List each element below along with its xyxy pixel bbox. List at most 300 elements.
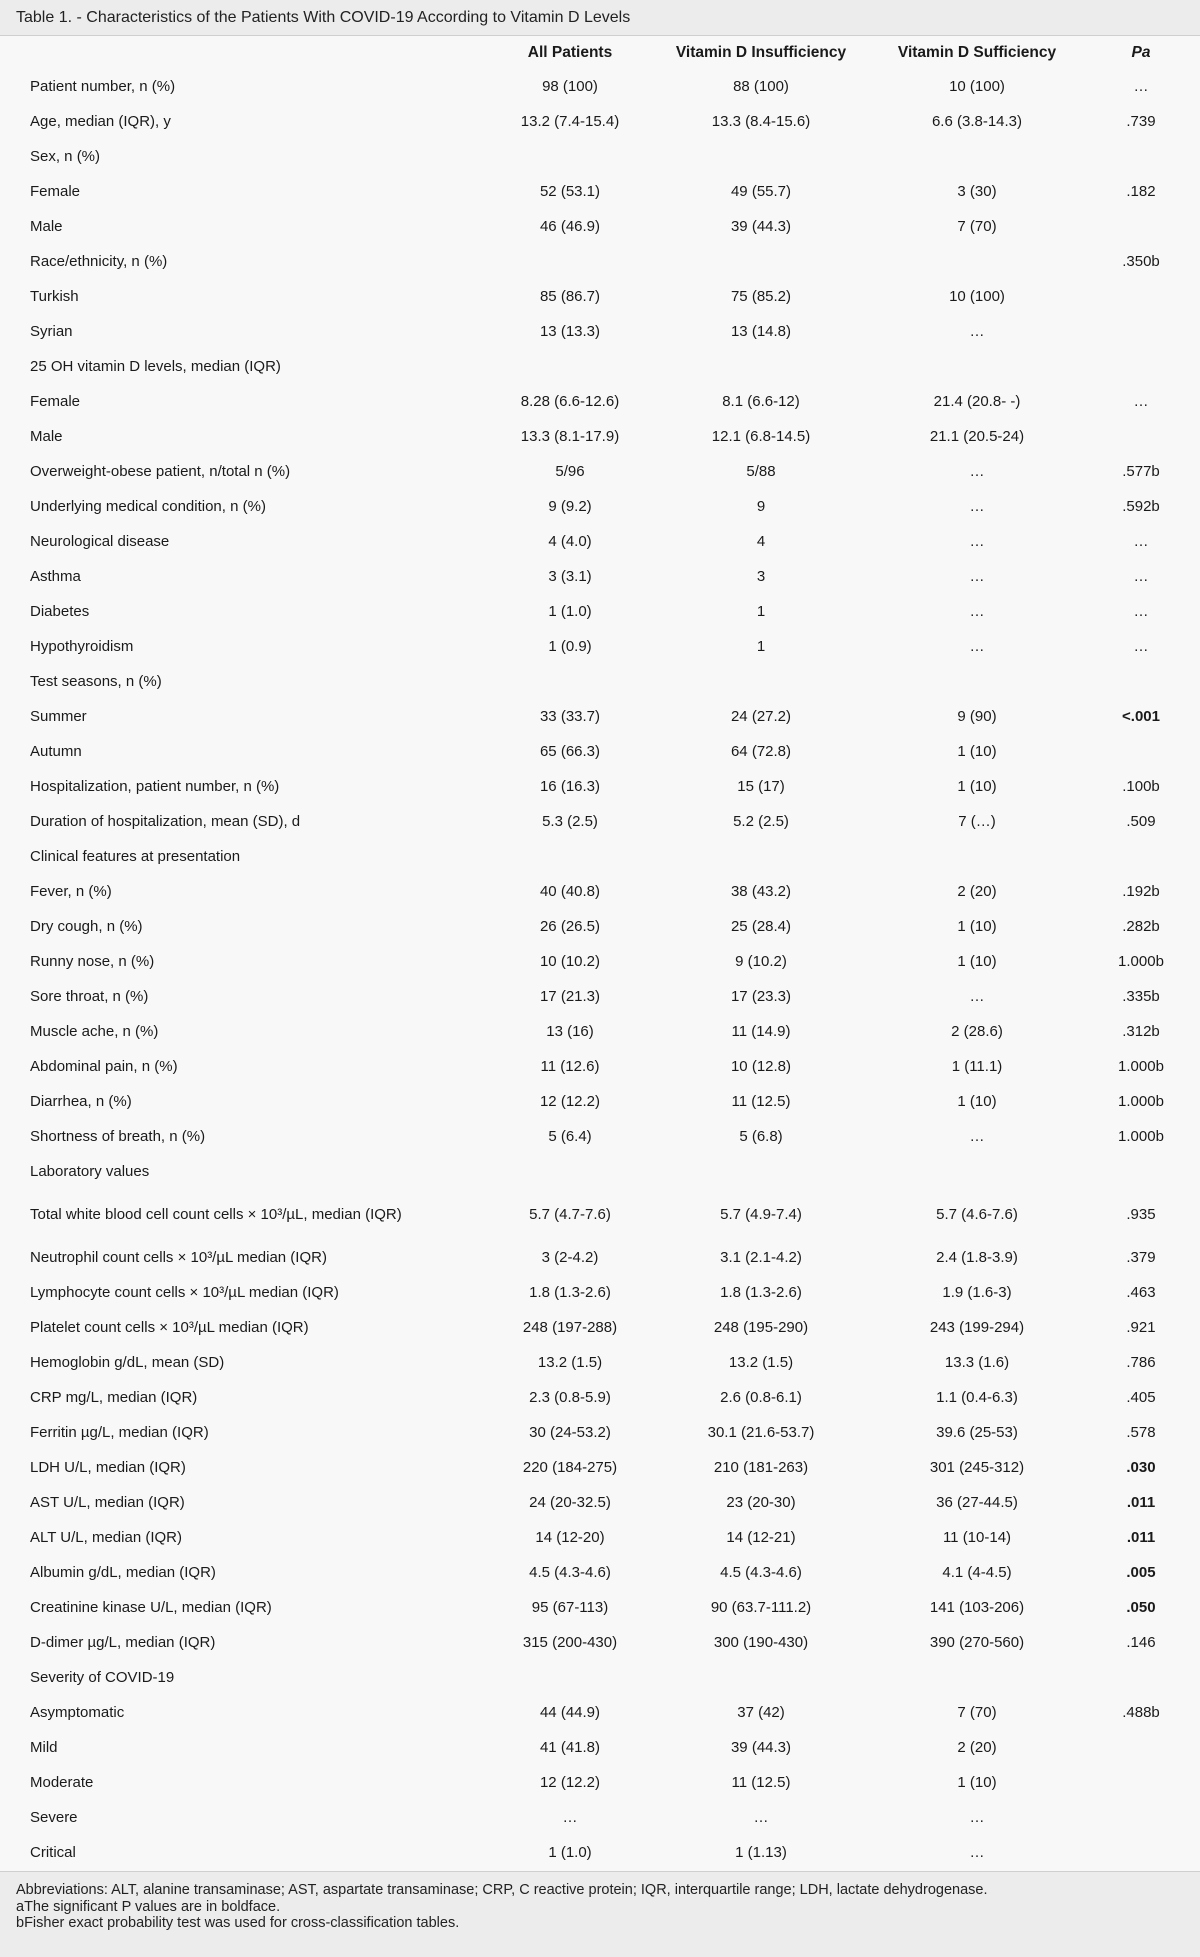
cell-vitamin-d-insufficiency: 30.1 (21.6-53.7) — [707, 1424, 815, 1441]
cell-p-value: .282b — [1122, 918, 1160, 935]
cell-all-patients: 5/96 — [555, 463, 585, 480]
cell-all-patients: 33 (33.7) — [539, 708, 601, 725]
cell-p-value — [1082, 734, 1200, 769]
cell-vitamin-d-insufficiency — [650, 349, 872, 384]
row-label: Age, median (IQR), y — [30, 113, 171, 130]
table-row — [0, 244, 1200, 279]
cell-vitamin-d-insufficiency: … — [753, 1809, 769, 1826]
cell-p-value — [1082, 209, 1200, 244]
cell-vitamin-d-insufficiency — [650, 1660, 872, 1695]
cell-p-value: .335b — [1122, 988, 1160, 1005]
cell-p-value: … — [1133, 533, 1149, 550]
row-label: Platelet count cells × 10³/µL median (IQR) — [30, 1319, 309, 1336]
cell-vitamin-d-insufficiency: 24 (27.2) — [730, 708, 792, 725]
cell-p-value — [1082, 1154, 1200, 1189]
characteristics-table — [0, 36, 1200, 1870]
table-row — [0, 349, 1200, 384]
row-label: Hemoglobin g/dL, mean (SD) — [30, 1354, 225, 1371]
table-row — [0, 104, 1200, 139]
row-label: Severity of COVID-19 — [30, 1669, 175, 1686]
cell-p-value — [1082, 839, 1200, 874]
row-label: Female — [30, 183, 81, 200]
cell-all-patients — [490, 664, 650, 699]
table-row — [0, 1520, 1200, 1555]
table-header-row — [0, 36, 1200, 69]
cell-vitamin-d-insufficiency — [650, 244, 872, 279]
footnote-abbreviations: Abbreviations: ALT, alanine transaminase; AST, aspartate transaminase; CRP, C reactive protein; IQR, interquartile range; LDH, lactate dehydrogenase. — [16, 1882, 988, 1898]
cell-vitamin-d-sufficiency: 1.9 (1.6-3) — [942, 1284, 1012, 1301]
cell-p-value: … — [1133, 603, 1149, 620]
cell-p-value: .739 — [1126, 113, 1156, 130]
cell-vitamin-d-sufficiency: 21.4 (20.8- -) — [933, 393, 1021, 410]
cell-vitamin-d-sufficiency: 10 (100) — [949, 288, 1005, 305]
table-row — [0, 1084, 1200, 1119]
cell-p-value — [1082, 139, 1200, 174]
cell-all-patients: 52 (53.1) — [539, 183, 601, 200]
row-label: Neutrophil count cells × 10³/µL median (IQR) — [30, 1249, 327, 1266]
cell-all-patients: 26 (26.5) — [539, 918, 601, 935]
cell-all-patients — [490, 1154, 650, 1189]
cell-vitamin-d-insufficiency: 5 (6.8) — [739, 1128, 783, 1145]
cell-vitamin-d-sufficiency: … — [969, 988, 985, 1005]
table-row — [0, 1765, 1200, 1800]
table-row — [0, 1049, 1200, 1084]
cell-all-patients: 3 (3.1) — [548, 568, 592, 585]
cell-vitamin-d-insufficiency: 2.6 (0.8-6.1) — [720, 1389, 802, 1406]
row-label: Duration of hospitalization, mean (SD), d — [30, 813, 301, 830]
cell-p-value — [1082, 1730, 1200, 1765]
cell-vitamin-d-sufficiency: 301 (245-312) — [929, 1459, 1025, 1476]
cell-vitamin-d-sufficiency: 13.3 (1.6) — [944, 1354, 1010, 1371]
cell-all-patients: 220 (184-275) — [522, 1459, 618, 1476]
cell-vitamin-d-insufficiency: 1.8 (1.3-2.6) — [720, 1284, 802, 1301]
row-label: Albumin g/dL, median (IQR) — [30, 1564, 216, 1581]
cell-vitamin-d-insufficiency: 75 (85.2) — [730, 288, 792, 305]
cell-vitamin-d-sufficiency — [872, 839, 1082, 874]
cell-vitamin-d-sufficiency: 1 (11.1) — [951, 1058, 1003, 1075]
cell-all-patients: 44 (44.9) — [539, 1704, 601, 1721]
table-row — [0, 1345, 1200, 1380]
table-row — [0, 1555, 1200, 1590]
table-row — [0, 1380, 1200, 1415]
table-row — [0, 909, 1200, 944]
row-label: Turkish — [30, 288, 79, 305]
row-label: Male — [30, 218, 63, 235]
cell-vitamin-d-sufficiency: 39.6 (25-53) — [936, 1424, 1018, 1441]
cell-all-patients: 1.8 (1.3-2.6) — [529, 1284, 611, 1301]
cell-all-patients: 13 (13.3) — [539, 323, 601, 340]
row-label: Sore throat, n (%) — [30, 988, 149, 1005]
cell-vitamin-d-sufficiency: 10 (100) — [949, 78, 1005, 95]
cell-p-value — [1082, 279, 1200, 314]
cell-all-patients: 65 (66.3) — [539, 743, 601, 760]
cell-all-patients: 5.3 (2.5) — [542, 813, 598, 830]
cell-vitamin-d-insufficiency: 248 (195-290) — [713, 1319, 809, 1336]
cell-p-value: .100b — [1122, 778, 1160, 795]
cell-vitamin-d-insufficiency: 4 — [756, 533, 766, 550]
row-label: Runny nose, n (%) — [30, 953, 155, 970]
table-row — [0, 209, 1200, 244]
table-row — [0, 594, 1200, 629]
table-row — [0, 1119, 1200, 1154]
cell-vitamin-d-sufficiency: 141 (103-206) — [929, 1599, 1025, 1616]
row-label: Test seasons, n (%) — [30, 673, 162, 690]
cell-vitamin-d-insufficiency: 88 (100) — [733, 78, 789, 95]
footnote-a: aThe significant P values are in boldface. — [16, 1898, 281, 1915]
cell-all-patients: 17 (21.3) — [539, 988, 601, 1005]
cell-all-patients — [490, 349, 650, 384]
header-all-patients: All Patients — [527, 43, 613, 61]
cell-vitamin-d-sufficiency: … — [969, 638, 985, 655]
cell-vitamin-d-sufficiency: 2 (20) — [957, 883, 997, 900]
table-row — [0, 454, 1200, 489]
cell-p-value: .509 — [1126, 813, 1156, 830]
cell-all-patients: 30 (24-53.2) — [529, 1424, 611, 1441]
cell-p-value: 1.000b — [1118, 1058, 1164, 1075]
cell-vitamin-d-insufficiency: 300 (190-430) — [713, 1634, 809, 1651]
table-row — [0, 1695, 1200, 1730]
cell-vitamin-d-sufficiency: … — [969, 1809, 985, 1826]
table-row — [0, 1730, 1200, 1765]
row-label: Race/ethnicity, n (%) — [30, 253, 168, 270]
cell-all-patients — [490, 839, 650, 874]
cell-all-patients — [490, 1660, 650, 1695]
table-body — [0, 69, 1200, 1870]
cell-all-patients: 4 (4.0) — [548, 533, 592, 550]
cell-vitamin-d-sufficiency: 1.1 (0.4-6.3) — [936, 1389, 1018, 1406]
row-label: Ferritin µg/L, median (IQR) — [30, 1424, 209, 1441]
row-label: Fever, n (%) — [30, 883, 112, 900]
table-row — [0, 769, 1200, 804]
table-row — [0, 1590, 1200, 1625]
cell-p-value: … — [1133, 393, 1149, 410]
table-row — [0, 1660, 1200, 1695]
table-row — [0, 1485, 1200, 1520]
table-row — [0, 174, 1200, 209]
cell-p-value — [1082, 1835, 1200, 1870]
cell-p-value — [1082, 1765, 1200, 1800]
cell-all-patients: 1 (0.9) — [548, 638, 592, 655]
cell-vitamin-d-sufficiency: 1 (10) — [957, 743, 997, 760]
cell-vitamin-d-insufficiency: 8.1 (6.6-12) — [722, 393, 800, 410]
row-label: ALT U/L, median (IQR) — [30, 1529, 182, 1546]
row-label: Abdominal pain, n (%) — [30, 1058, 178, 1075]
row-label: Hospitalization, patient number, n (%) — [30, 778, 280, 795]
table-row — [0, 664, 1200, 699]
cell-all-patients — [490, 244, 650, 279]
cell-p-value: .488b — [1122, 1704, 1160, 1721]
cell-all-patients: 248 (197-288) — [522, 1319, 618, 1336]
cell-p-value: .005 — [1126, 1564, 1156, 1581]
cell-vitamin-d-sufficiency: 2.4 (1.8-3.9) — [936, 1249, 1018, 1266]
table-row — [0, 699, 1200, 734]
cell-vitamin-d-insufficiency: 12.1 (6.8-14.5) — [711, 428, 811, 445]
cell-vitamin-d-sufficiency: … — [969, 603, 985, 620]
cell-vitamin-d-insufficiency: 13.3 (8.4-15.6) — [711, 113, 811, 130]
cell-vitamin-d-insufficiency: 39 (44.3) — [730, 1739, 792, 1756]
cell-all-patients — [490, 139, 650, 174]
row-label: 25 OH vitamin D levels, median (IQR) — [30, 358, 281, 375]
cell-vitamin-d-sufficiency: 1 (10) — [957, 953, 997, 970]
cell-vitamin-d-insufficiency: 13.2 (1.5) — [728, 1354, 794, 1371]
row-label: Neurological disease — [30, 533, 170, 550]
row-label: Muscle ache, n (%) — [30, 1023, 159, 1040]
cell-all-patients: 40 (40.8) — [539, 883, 601, 900]
cell-vitamin-d-sufficiency — [872, 1154, 1082, 1189]
cell-all-patients: 95 (67-113) — [531, 1599, 609, 1616]
table-row — [0, 629, 1200, 664]
cell-p-value: .030 — [1126, 1459, 1156, 1476]
cell-p-value: .921 — [1126, 1319, 1156, 1336]
row-label: AST U/L, median (IQR) — [30, 1494, 185, 1511]
cell-vitamin-d-insufficiency: 13 (14.8) — [730, 323, 792, 340]
cell-vitamin-d-insufficiency: 3.1 (2.1-4.2) — [720, 1249, 802, 1266]
table-row — [0, 1275, 1200, 1310]
cell-p-value: .312b — [1122, 1023, 1160, 1040]
cell-all-patients: 13.2 (7.4-15.4) — [520, 113, 620, 130]
cell-vitamin-d-insufficiency: 5.7 (4.9-7.4) — [720, 1206, 802, 1223]
cell-p-value: .192b — [1122, 883, 1160, 900]
row-label: CRP mg/L, median (IQR) — [30, 1389, 198, 1406]
cell-p-value: .405 — [1126, 1389, 1156, 1406]
cell-all-patients: 1 (1.0) — [548, 1844, 592, 1861]
cell-all-patients: 98 (100) — [542, 78, 598, 95]
cell-vitamin-d-sufficiency: … — [969, 463, 985, 480]
cell-vitamin-d-sufficiency: … — [969, 1844, 985, 1861]
cell-vitamin-d-insufficiency: 11 (12.5) — [731, 1774, 791, 1791]
cell-p-value: .011 — [1126, 1529, 1156, 1546]
cell-all-patients: 12 (12.2) — [539, 1093, 601, 1110]
cell-p-value: .146 — [1126, 1634, 1156, 1651]
cell-vitamin-d-sufficiency: 4.1 (4-4.5) — [942, 1564, 1012, 1581]
cell-p-value: .592b — [1122, 498, 1160, 515]
row-label: Total white blood cell count cells × 10³/µL, median (IQR) — [30, 1205, 402, 1223]
cell-p-value — [1082, 419, 1200, 454]
table-row — [0, 1800, 1200, 1835]
cell-vitamin-d-insufficiency: 9 — [756, 498, 766, 515]
cell-vitamin-d-insufficiency: 9 (10.2) — [735, 953, 787, 970]
cell-vitamin-d-insufficiency: 1 — [756, 603, 766, 620]
cell-vitamin-d-sufficiency: 2 (28.6) — [951, 1023, 1003, 1040]
cell-p-value: .577b — [1122, 463, 1160, 480]
header-vitamin-d-insufficiency: Vitamin D Insufficiency — [675, 43, 847, 61]
header-p-value: Pa — [1131, 43, 1151, 61]
cell-vitamin-d-insufficiency: 3 — [756, 568, 766, 585]
cell-vitamin-d-insufficiency: 10 (12.8) — [730, 1058, 792, 1075]
cell-vitamin-d-sufficiency: 7 (…) — [958, 813, 996, 830]
cell-vitamin-d-insufficiency: 49 (55.7) — [730, 183, 792, 200]
cell-p-value — [1082, 314, 1200, 349]
cell-all-patients: 13.2 (1.5) — [537, 1354, 603, 1371]
cell-vitamin-d-insufficiency — [650, 139, 872, 174]
row-label: Sex, n (%) — [30, 148, 101, 165]
cell-vitamin-d-insufficiency: 1 (1.13) — [735, 1844, 787, 1861]
row-label: Autumn — [30, 743, 82, 760]
cell-vitamin-d-sufficiency: 21.1 (20.5-24) — [929, 428, 1025, 445]
row-label: Male — [30, 428, 63, 445]
cell-vitamin-d-insufficiency: 1 — [756, 638, 766, 655]
cell-p-value: … — [1133, 638, 1149, 655]
cell-vitamin-d-insufficiency: 90 (63.7-111.2) — [710, 1599, 812, 1616]
table-row — [0, 1240, 1200, 1275]
cell-vitamin-d-insufficiency: 25 (28.4) — [730, 918, 792, 935]
cell-vitamin-d-insufficiency — [650, 839, 872, 874]
row-label: Moderate — [30, 1774, 94, 1791]
table-row — [0, 384, 1200, 419]
cell-vitamin-d-insufficiency: 64 (72.8) — [730, 743, 792, 760]
table-row — [0, 69, 1200, 104]
row-label: Overweight-obese patient, n/total n (%) — [30, 463, 291, 480]
cell-all-patients: 13 (16) — [546, 1023, 594, 1040]
cell-vitamin-d-sufficiency: … — [969, 323, 985, 340]
cell-vitamin-d-sufficiency — [872, 244, 1082, 279]
cell-all-patients: 2.3 (0.8-5.9) — [529, 1389, 611, 1406]
table-container — [0, 36, 1200, 1871]
table-row — [0, 839, 1200, 874]
row-label: Severe — [30, 1809, 78, 1826]
cell-vitamin-d-insufficiency: 39 (44.3) — [730, 218, 792, 235]
table-row — [0, 979, 1200, 1014]
table-row — [0, 139, 1200, 174]
cell-all-patients: … — [562, 1809, 578, 1826]
cell-p-value: .011 — [1126, 1494, 1156, 1511]
cell-vitamin-d-sufficiency: … — [969, 1128, 985, 1145]
row-label: LDH U/L, median (IQR) — [30, 1459, 186, 1476]
cell-all-patients: 12 (12.2) — [539, 1774, 601, 1791]
cell-all-patients: 5 (6.4) — [548, 1128, 592, 1145]
cell-vitamin-d-sufficiency: 11 (10-14) — [942, 1529, 1012, 1546]
row-label: Underlying medical condition, n (%) — [30, 498, 266, 515]
header-vitamin-d-sufficiency: Vitamin D Sufficiency — [897, 43, 1057, 61]
cell-vitamin-d-sufficiency: … — [969, 568, 985, 585]
cell-p-value: 1.000b — [1118, 953, 1164, 970]
cell-p-value: … — [1133, 78, 1149, 95]
table-row — [0, 1154, 1200, 1189]
cell-vitamin-d-sufficiency: 2 (20) — [957, 1739, 997, 1756]
cell-all-patients: 1 (1.0) — [548, 603, 592, 620]
cell-vitamin-d-sufficiency: 6.6 (3.8-14.3) — [931, 113, 1023, 130]
cell-all-patients: 11 (12.6) — [540, 1058, 600, 1075]
cell-vitamin-d-insufficiency: 5/88 — [746, 463, 776, 480]
table-row — [0, 559, 1200, 594]
footnote-b: bFisher exact probability test was used for cross-classification tables. — [16, 1915, 460, 1931]
row-label: D-dimer µg/L, median (IQR) — [30, 1634, 216, 1651]
cell-all-patients: 24 (20-32.5) — [529, 1494, 611, 1511]
cell-vitamin-d-sufficiency: 36 (27-44.5) — [936, 1494, 1018, 1511]
cell-p-value: .050 — [1126, 1599, 1156, 1616]
cell-vitamin-d-sufficiency: 390 (270-560) — [929, 1634, 1025, 1651]
cell-all-patients: 16 (16.3) — [539, 778, 601, 795]
row-label: Mild — [30, 1739, 58, 1756]
row-label: Summer — [30, 708, 87, 725]
cell-vitamin-d-insufficiency: 4.5 (4.3-4.6) — [720, 1564, 802, 1581]
cell-vitamin-d-insufficiency: 17 (23.3) — [730, 988, 792, 1005]
cell-vitamin-d-insufficiency: 15 (17) — [737, 778, 785, 795]
table-row — [0, 1415, 1200, 1450]
cell-all-patients: 41 (41.8) — [539, 1739, 601, 1756]
header-label — [0, 36, 490, 69]
cell-p-value — [1082, 1660, 1200, 1695]
cell-vitamin-d-sufficiency — [872, 1660, 1082, 1695]
cell-vitamin-d-insufficiency: 11 (14.9) — [731, 1023, 791, 1040]
row-label: Clinical features at presentation — [30, 848, 241, 865]
cell-vitamin-d-insufficiency — [650, 664, 872, 699]
cell-p-value — [1082, 349, 1200, 384]
cell-vitamin-d-sufficiency: 7 (70) — [957, 1704, 997, 1721]
table-row — [0, 1450, 1200, 1485]
row-label: Asthma — [30, 568, 81, 585]
cell-vitamin-d-sufficiency — [872, 349, 1082, 384]
cell-vitamin-d-sufficiency: 1 (10) — [957, 778, 997, 795]
row-label: Critical — [30, 1844, 76, 1861]
cell-vitamin-d-sufficiency: 9 (90) — [957, 708, 997, 725]
cell-vitamin-d-insufficiency: 11 (12.5) — [731, 1093, 791, 1110]
cell-vitamin-d-insufficiency: 14 (12-21) — [726, 1529, 796, 1546]
cell-all-patients: 4.5 (4.3-4.6) — [529, 1564, 611, 1581]
cell-p-value: .182 — [1126, 183, 1156, 200]
cell-p-value: .350b — [1122, 253, 1160, 270]
table-row — [0, 419, 1200, 454]
cell-all-patients: 5.7 (4.7-7.6) — [529, 1206, 611, 1223]
cell-all-patients: 315 (200-430) — [522, 1634, 618, 1651]
table-row — [0, 874, 1200, 909]
row-label: Hypothyroidism — [30, 638, 134, 655]
table-footnotes — [0, 1871, 1200, 1957]
cell-all-patients: 8.28 (6.6-12.6) — [520, 393, 620, 410]
cell-p-value: .578 — [1126, 1424, 1156, 1441]
row-label: Female — [30, 393, 81, 410]
cell-vitamin-d-sufficiency: 3 (30) — [957, 183, 997, 200]
row-label: Asymptomatic — [30, 1704, 125, 1721]
cell-all-patients: 9 (9.2) — [548, 498, 592, 515]
cell-vitamin-d-sufficiency: 243 (199-294) — [929, 1319, 1025, 1336]
row-label: Shortness of breath, n (%) — [30, 1128, 206, 1145]
cell-all-patients: 10 (10.2) — [539, 953, 601, 970]
cell-p-value — [1082, 664, 1200, 699]
cell-vitamin-d-insufficiency — [650, 1154, 872, 1189]
cell-p-value: .786 — [1126, 1354, 1156, 1371]
row-label: Creatinine kinase U/L, median (IQR) — [30, 1599, 272, 1616]
cell-vitamin-d-sufficiency — [872, 139, 1082, 174]
row-label: Syrian — [30, 323, 73, 340]
row-label: Laboratory values — [30, 1163, 150, 1180]
row-label: Diarrhea, n (%) — [30, 1093, 132, 1110]
cell-all-patients: 13.3 (8.1-17.9) — [520, 428, 620, 445]
cell-p-value: <.001 — [1122, 708, 1160, 725]
table-row — [0, 944, 1200, 979]
cell-all-patients: 46 (46.9) — [539, 218, 601, 235]
table-row — [0, 314, 1200, 349]
table-row — [0, 524, 1200, 559]
cell-all-patients: 85 (86.7) — [539, 288, 601, 305]
table-title: Table 1. - Characteristics of the Patients With COVID-19 According to Vitamin D Levels — [0, 0, 1200, 36]
cell-vitamin-d-sufficiency: 5.7 (4.6-7.6) — [936, 1206, 1018, 1223]
table-row — [0, 1189, 1200, 1240]
cell-p-value: … — [1133, 568, 1149, 585]
cell-vitamin-d-sufficiency: … — [969, 533, 985, 550]
table-row — [0, 1835, 1200, 1870]
table-row — [0, 1310, 1200, 1345]
row-label: Patient number, n (%) — [30, 78, 176, 95]
cell-vitamin-d-insufficiency: 5.2 (2.5) — [733, 813, 789, 830]
table-row — [0, 279, 1200, 314]
cell-vitamin-d-sufficiency: 1 (10) — [957, 1774, 997, 1791]
row-label: Diabetes — [30, 603, 90, 620]
table-row — [0, 1625, 1200, 1660]
cell-vitamin-d-insufficiency: 37 (42) — [737, 1704, 785, 1721]
cell-p-value: .935 — [1126, 1206, 1156, 1223]
cell-vitamin-d-sufficiency: 7 (70) — [957, 218, 997, 235]
